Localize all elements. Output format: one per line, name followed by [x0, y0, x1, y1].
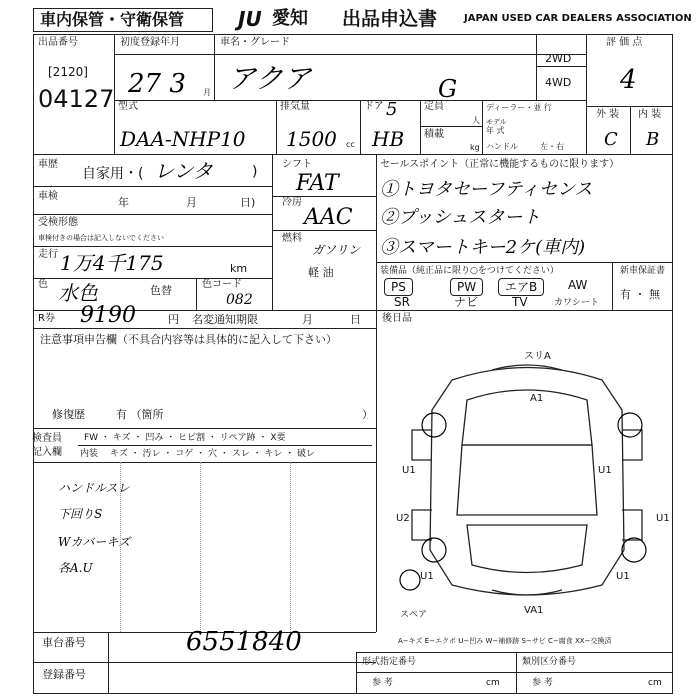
- selling-point-1: ①トヨタセーフティセンス: [380, 179, 593, 200]
- cm-2: cm: [648, 678, 662, 688]
- warranty-options: 有 ・ 無: [620, 288, 660, 301]
- model-value: DAA-NHP10: [120, 127, 246, 151]
- lot-bracket: [2120]: [48, 65, 88, 79]
- inspection-year: 年: [118, 196, 129, 209]
- notes-grid-3: [290, 462, 291, 632]
- mark-a1: A1: [530, 393, 544, 404]
- footer-divider1: [356, 652, 357, 694]
- color-value: 水色: [58, 281, 98, 305]
- history-label: 車歴: [38, 159, 58, 170]
- warranty-label: 新車保証書: [620, 266, 666, 276]
- fuel-value: ガソリン: [312, 243, 361, 257]
- color-code-divider: [196, 278, 197, 310]
- history-line2: [33, 214, 272, 215]
- mark-u2: U2: [396, 513, 410, 524]
- mark-u1-rear-left: U1: [420, 571, 434, 582]
- model-year-label2: 年 式: [486, 126, 505, 135]
- body-value: HB: [372, 127, 405, 151]
- warranty-divider: [612, 262, 613, 310]
- first-reg-label: 初度登録年月: [120, 37, 180, 48]
- divider-rating: [586, 34, 587, 154]
- rating-label: 評 価 点: [606, 37, 643, 48]
- color-label: 色: [38, 279, 48, 290]
- load-unit: kg: [470, 143, 480, 152]
- inspection-month: 月: [186, 196, 197, 209]
- color-code-label: 色コード: [202, 279, 242, 290]
- color-change-label: 色替: [150, 284, 172, 297]
- equip-airbag: エアB: [498, 278, 544, 296]
- equip-navi: ナビ: [454, 295, 479, 309]
- divider-drive: [536, 34, 537, 100]
- first-reg-month: 月: [203, 88, 211, 97]
- association-name: JAPAN USED CAR DEALERS ASSOCIATION: [464, 13, 692, 24]
- receipt-note: 車検付きの場合は記入しないでください: [38, 234, 164, 242]
- row-line-5: [33, 328, 376, 329]
- storage-note: 車内保管・守衛保管: [40, 10, 185, 29]
- recycle-value: 9190: [80, 303, 136, 328]
- selling-point-2: ②プッシュスタート: [380, 207, 541, 228]
- history-close: ): [252, 164, 258, 180]
- notes-label: 注意事項申告欄（不具合内容等は具体的に記入して下さい）: [40, 333, 337, 346]
- first-reg-value: 27 3: [128, 69, 186, 99]
- mileage-label: 走行: [38, 249, 58, 260]
- equipment-label: 装備品（純正品に限り○をつけてください）: [380, 266, 559, 276]
- dealer-label: ディーラー・並 行: [486, 103, 552, 112]
- trans-line2: [272, 230, 376, 231]
- trans-divider: [376, 154, 377, 310]
- ref-label-1: 参 考: [372, 678, 393, 688]
- row-line-7: [33, 462, 376, 463]
- note-2: 下回りS: [58, 507, 103, 521]
- note-3: Wカバーキズ: [58, 535, 131, 549]
- footer-divider2: [516, 652, 517, 694]
- class-num-label: 類別区分番号: [522, 657, 577, 667]
- notes-grid-2: [200, 462, 201, 632]
- equip-tv: TV: [512, 295, 528, 309]
- org-name: 愛知: [272, 8, 308, 29]
- chassis-label: 車台番号: [42, 636, 86, 649]
- drive-line: [536, 66, 586, 67]
- ext-items: FW ・ キズ ・ 凹み ・ ヒビ割 ・ リペア跡 ・ X要: [84, 433, 286, 443]
- rating-value: 4: [620, 65, 637, 95]
- row-line-3: [33, 154, 673, 155]
- divider-spec1: [276, 100, 277, 154]
- doors-value: 5: [386, 99, 398, 120]
- ju-logo: JU: [238, 7, 262, 31]
- mark-sri-a: スリA: [524, 351, 551, 362]
- grade-value: G: [438, 75, 458, 103]
- fuel-label: 燃料: [282, 233, 302, 244]
- int-label: 内装: [80, 449, 99, 459]
- selling-point-3: ③スマートキー2ケ(車内): [380, 237, 586, 258]
- lot-label: 出品番号: [38, 37, 78, 48]
- chassis-value: 6551840: [186, 627, 302, 657]
- chassis-divider: [108, 632, 109, 694]
- history-line3: [33, 246, 272, 247]
- equip-ps: PS: [384, 278, 413, 296]
- notes-grid-1: [120, 462, 121, 632]
- divider-spec2: [360, 100, 361, 154]
- lot-number: 04127: [38, 85, 115, 113]
- entry-mid: [78, 445, 372, 446]
- mileage-value: 1万4千175: [60, 251, 164, 275]
- shift-label: シフト: [282, 159, 312, 170]
- row-line-6: [33, 428, 376, 429]
- handle-options: 左・右: [540, 142, 564, 151]
- load-label: 積載: [424, 129, 444, 140]
- divider-spec4: [482, 100, 483, 154]
- receipt-label: 受検形態: [38, 217, 78, 228]
- equip-seat: カワシート: [554, 298, 600, 308]
- history-value: 自家用・(: [82, 166, 144, 182]
- inspector-label: 検査員: [32, 433, 62, 444]
- interior-label: 内 装: [638, 109, 662, 120]
- recycle-unit: 円: [168, 313, 179, 326]
- notes-divider: [376, 310, 377, 632]
- recycle-label: R券: [38, 313, 55, 324]
- entry-label: 記入欄: [32, 447, 62, 458]
- mark-va1: VA1: [524, 605, 544, 616]
- ref-label-2: 参 考: [532, 678, 553, 688]
- divider-spec3: [420, 100, 421, 154]
- model-year-label: モデル: [486, 118, 507, 126]
- displacement-label: 排気量: [280, 101, 310, 112]
- spec-mid-line: [420, 126, 482, 127]
- int-items: キズ ・ 汚レ ・ コゲ ・ 穴 ・ スレ ・ キレ ・ 破レ: [110, 449, 316, 459]
- displacement-unit: cc: [346, 140, 355, 149]
- capacity-unit: 人: [472, 116, 480, 125]
- equip-aw: AW: [568, 278, 588, 292]
- damage-legend: A−キズ E−エクボ U−凹み W−補修跡 S−サビ C−腐食 XX−交換済: [398, 637, 612, 645]
- capacity-label: 定員: [424, 101, 444, 112]
- repair-label: 修復歴: [52, 408, 85, 421]
- mark-u1-side: U1: [656, 513, 670, 524]
- row-line-9: [33, 662, 376, 663]
- history-value-hw: レンタ: [154, 159, 213, 183]
- divider-reg: [214, 34, 215, 100]
- exterior-value: C: [604, 129, 618, 150]
- form-title: 出品申込書: [342, 8, 438, 30]
- equip-sr: SR: [394, 295, 410, 309]
- interior-value: B: [646, 129, 660, 150]
- inspection-label: 車検: [38, 191, 58, 202]
- ac-label: 冷房: [282, 197, 302, 208]
- displacement-value: 1500: [286, 127, 337, 151]
- model-label: 型式: [118, 101, 138, 112]
- notice-month: 月: [302, 313, 313, 326]
- history-line1: [33, 186, 272, 187]
- mileage-unit: km: [230, 262, 248, 275]
- note-1: ハンドルスレ: [58, 481, 130, 495]
- mark-u1-rear-right: U1: [616, 571, 630, 582]
- notice-day: 日: [350, 313, 361, 326]
- color-code-value: 082: [226, 292, 253, 308]
- cm-1: cm: [486, 678, 500, 688]
- spec-cert-label: 形式指定番号: [362, 657, 417, 667]
- back-label: 後日品: [382, 313, 412, 324]
- car-name-label: 車名・グレード: [220, 37, 290, 48]
- mark-u1-left: U1: [402, 465, 416, 476]
- mark-u1-right: U1: [598, 465, 612, 476]
- repair-close: ）: [362, 408, 373, 421]
- inspection-day: 日): [240, 196, 256, 209]
- row-line-2: [114, 100, 586, 101]
- handle-label: ハンドル: [486, 142, 518, 151]
- footer-line2: [356, 672, 673, 673]
- footer-line1: [356, 652, 673, 653]
- drive-2wd: 2WD: [545, 52, 572, 65]
- row-line-1: [114, 54, 586, 55]
- car-name-value: アクア: [228, 62, 312, 95]
- doors-label: ドア: [364, 101, 384, 112]
- repair-value: 有 （箇所: [116, 408, 164, 421]
- drive-4wd: 4WD: [545, 76, 572, 89]
- note-4: 各A.U: [58, 561, 93, 575]
- fuel-alt: 軽 油: [308, 266, 334, 279]
- ac-value: AAC: [304, 205, 353, 230]
- exterior-label: 外 装: [596, 109, 620, 120]
- history-divider: [272, 154, 273, 310]
- spare-label: スペア: [400, 610, 428, 620]
- reg-label: 登録番号: [42, 668, 86, 681]
- shift-value: FAT: [296, 171, 339, 196]
- notice-label: 名変通知期限: [192, 313, 258, 326]
- selling-points-label: セールスポイント（正常に機能するものに限ります）: [380, 159, 620, 170]
- equip-pw: PW: [450, 278, 483, 296]
- rating-mid: [630, 106, 631, 154]
- equip-line: [376, 262, 673, 263]
